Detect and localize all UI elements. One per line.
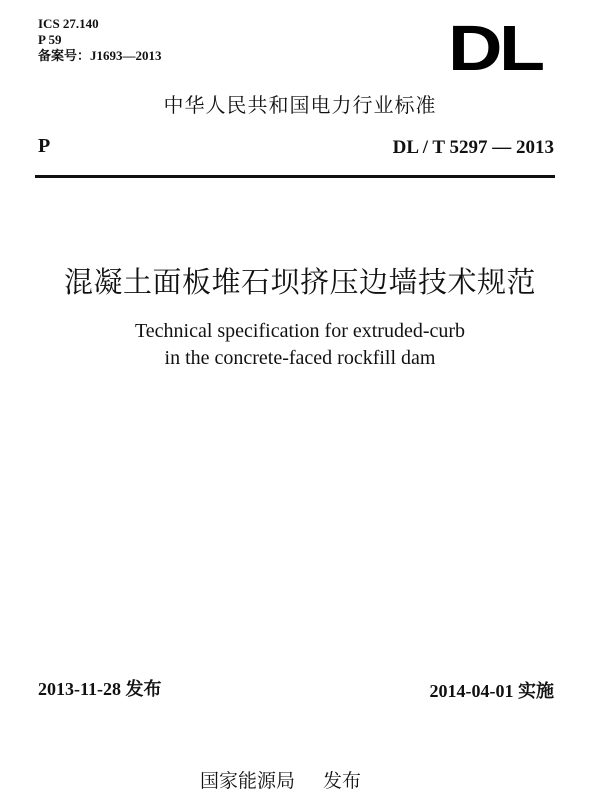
document-title-english (0, 318, 600, 372)
filing-number: 备案号：J1693—2013 (38, 48, 162, 63)
standard-number: DL / T 5297 — 2013 (392, 137, 554, 158)
issue-date: 2013-11-28 发布 (38, 679, 162, 699)
dl-logo: DL (448, 12, 542, 84)
implementation-date: 2014-04-01 实施 (429, 681, 554, 701)
category-code: P (38, 135, 51, 157)
ics-code: ICS 27.140 (38, 16, 99, 31)
english-title-line-2: in the concrete-faced rockfill dam (164, 347, 436, 369)
publisher-line (200, 768, 361, 794)
publisher-name: 国家能源局 (200, 770, 296, 792)
document-title-chinese: 混凝土面板堆石坝挤压边墙技术规范 (63, 265, 536, 299)
ccs-code: P 59 (38, 32, 62, 47)
standard-type-heading: 中华人民共和国电力行业标准 (163, 93, 437, 117)
publish-label: 发布 (323, 770, 362, 792)
document-metadata (38, 16, 162, 64)
english-title-line-1: Technical specification for extruded-curb (134, 320, 466, 342)
header-divider (35, 175, 555, 178)
